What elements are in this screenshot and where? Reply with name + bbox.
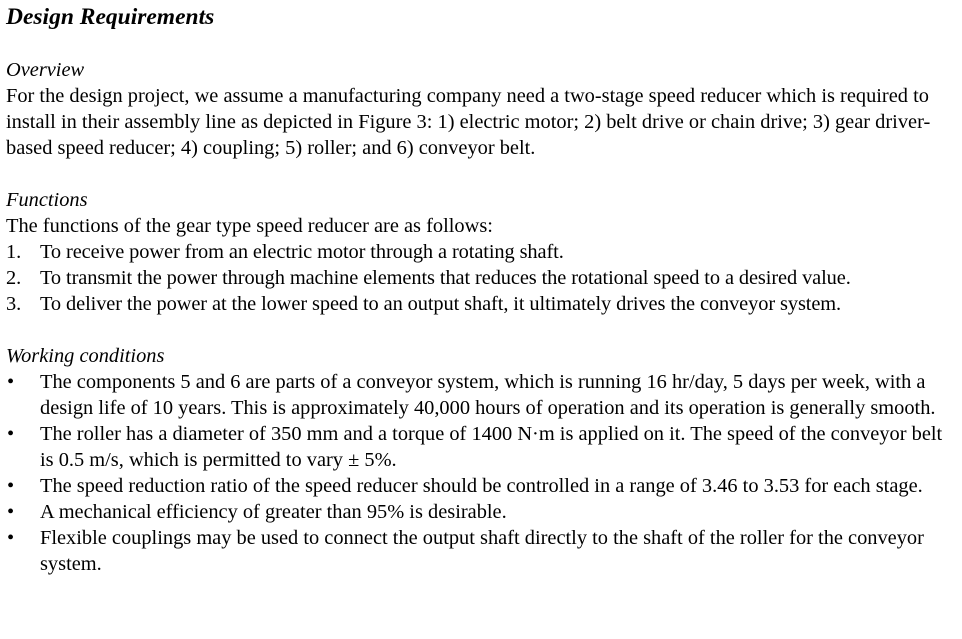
overview-text: For the design project, we assume a manufacturing company need a two-stage speed reducer which is required to install in their assembly line as depicted in Figure 3: 1) electric motor; 2) belt drive or chain drive; 3) gear driver-based speed reducer; 4) coupling; 5) roller; and 6) conveyor belt. [6,85,931,159]
overview-section [6,57,960,161]
list-number: 3. [6,293,22,315]
list-item-text: To deliver the power at the lower speed to an output shaft, it ultimately drives the conveyor system. [40,293,842,315]
list-item-text: To transmit the power through machine elements that reduces the rotational speed to a desired value. [40,267,851,289]
bullet-icon: • [7,501,15,523]
list-item [6,525,960,577]
list-number: 2. [6,267,22,289]
list-item-text: The speed reduction ratio of the speed reducer should be controlled in a range of 3.46 to 3.53 for each stage. [40,475,923,497]
spacer [6,161,960,187]
list-item [6,265,960,291]
spacer [6,31,960,57]
functions-intro: The functions of the gear type speed reducer are as follows: [6,215,493,237]
overview-heading: Overview [6,59,85,81]
list-item-text: The roller has a diameter of 350 mm and a torque of 1400 N·m is applied on it. The speed of the conveyor belt is 0.5 m/s, which is permitted to vary ± 5%. [40,423,943,471]
functions-heading: Functions [6,189,88,211]
list-item [6,421,960,473]
list-item-text: The components 5 and 6 are parts of a conveyor system, which is running 16 hr/day, 5 days per week, with a design life of 10 years. This is approximately 40,000 hours of operation and its operation is generally smooth. [40,371,936,419]
working-conditions-section [6,343,960,577]
list-item-text: To receive power from an electric motor through a rotating shaft. [40,241,564,263]
list-item [6,239,960,265]
list-item [6,473,960,499]
document-title: Design Requirements [6,4,215,30]
bullet-icon: • [7,475,15,497]
list-item-text: A mechanical efficiency of greater than 95% is desirable. [40,501,507,523]
list-item-text: Flexible couplings may be used to connect the output shaft directly to the shaft of the roller for the conveyor system. [40,527,924,575]
spacer [6,317,960,343]
bullet-icon: • [7,527,15,549]
document [6,0,960,577]
functions-list [6,239,960,317]
bullet-icon: • [7,423,15,445]
list-item [6,291,960,317]
functions-section [6,187,960,317]
list-item [6,499,960,525]
list-item [6,369,960,421]
working-conditions-heading: Working conditions [6,345,165,367]
list-number: 1. [6,241,22,263]
bullet-icon: • [7,371,15,393]
working-conditions-list [6,369,960,577]
